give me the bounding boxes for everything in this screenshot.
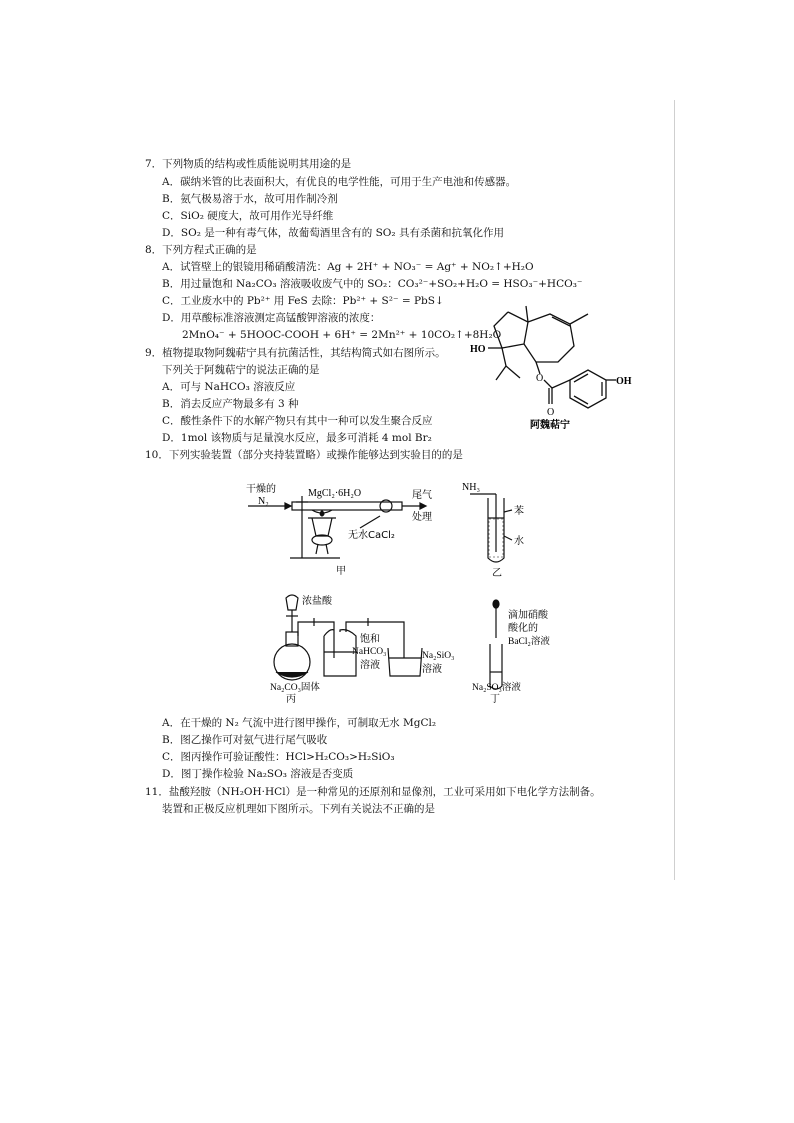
q11-stem-2: 装置和正极反应机理如下图所示。下列有关说法不正确的是 bbox=[162, 803, 435, 815]
yi-nh3-label: NH₃ bbox=[462, 482, 480, 493]
apparatus-jia bbox=[240, 478, 440, 578]
bing-hcl-label: 浓盐酸 bbox=[302, 596, 332, 607]
q9-option-c: C．酸性条件下的水解产物只有其中一种可以发生聚合反应 bbox=[162, 415, 433, 427]
jia-tail-label: 尾气 bbox=[412, 490, 432, 501]
bing-sol2-label: 溶液 bbox=[422, 664, 442, 675]
q7-option-d: D．SO₂ 是一种有毒气体，故葡萄酒里含有的 SO₂ 具有杀菌和抗氧化作用 bbox=[162, 227, 504, 239]
q9-stem: 9．植物提取物阿魏萜宁具有抗菌活性，其结构简式如右图所示。 bbox=[145, 347, 446, 359]
ding-add-label-2: 酸化的 bbox=[508, 623, 538, 634]
jia-n2-formula: N₂ bbox=[258, 496, 269, 507]
structure-o-label: O bbox=[536, 373, 544, 384]
q7-stem: 7．下列物质的结构或性质能说明其用途的是 bbox=[145, 158, 352, 170]
q7-option-c: C．SiO₂ 硬度大，故可用作光导纤维 bbox=[162, 210, 334, 222]
bing-sat-label: 饱和 bbox=[360, 634, 380, 645]
q9-option-b: B．消去反应产物最多有 3 种 bbox=[162, 398, 299, 410]
q10-option-b: B．图乙操作可对氨气进行尾气吸收 bbox=[162, 734, 328, 746]
bing-caption: 丙 bbox=[286, 694, 296, 705]
q8-option-b: B．用过量饱和 Na₂CO₃ 溶液吸收废气中的 SO₂：CO₃²⁻+SO₂+H₂O = HSO₃⁻+HCO₃⁻ bbox=[162, 278, 583, 290]
q10-option-c: C．图丙操作可验证酸性：HCl>H₂CO₃>H₂SiO₃ bbox=[162, 751, 395, 763]
q10-stem: 10．下列实验装置（部分夹持装置略）或操作能够达到实验目的的是 bbox=[145, 449, 463, 461]
q9-stem-2: 下列关于阿魏萜宁的说法正确的是 bbox=[162, 364, 320, 376]
bing-sol-label: 溶液 bbox=[360, 660, 380, 671]
jia-caption: 甲 bbox=[336, 566, 346, 577]
q8-option-d: D．用草酸标准溶液测定高锰酸钾溶液的浓度： bbox=[162, 312, 381, 324]
q8-option-a: A．试管壁上的银镜用稀硝酸清洗：Ag + 2H⁺ + NO₃⁻ = Ag⁺ + NO₂↑+H₂O bbox=[162, 261, 534, 273]
bing-na2co3-label: Na₂CO₃固体 bbox=[270, 683, 320, 693]
structure-oh-label: OH bbox=[616, 376, 632, 387]
yi-caption: 乙 bbox=[492, 568, 502, 579]
structure-carbonyl-o-label: O bbox=[547, 407, 555, 418]
ding-add-label-3: BaCl₂溶液 bbox=[508, 637, 550, 647]
q7-option-a: A．碳纳米管的比表面积大，有优良的电学性能，可用于生产电池和传感器。 bbox=[162, 176, 517, 188]
q8-option-c: C．工业废水中的 Pb²⁺ 用 FeS 去除：Pb²⁺ + S²⁻ = PbS↓ bbox=[162, 295, 444, 307]
q9-option-d: D．1mol 该物质与足量溴水反应，最多可消耗 4 mol Br₂ bbox=[162, 432, 432, 444]
ferutinin-structure bbox=[470, 300, 670, 430]
jia-n2-label: 干燥的 bbox=[246, 484, 276, 495]
apparatus-bing bbox=[268, 592, 458, 705]
jia-tail-label-2: 处理 bbox=[412, 512, 432, 523]
apparatus-ding bbox=[470, 592, 590, 705]
bing-nahco3-label: NaHCO₃ bbox=[352, 647, 387, 657]
bing-na2sio3-label: Na₂SiO₃ bbox=[422, 651, 455, 661]
q7-option-b: B．氨气极易溶于水，故可用作制冷剂 bbox=[162, 193, 338, 205]
structure-ho-label: HO bbox=[470, 344, 486, 355]
yi-benzene-label: 苯 bbox=[514, 506, 524, 517]
structure-name: 阿魏萜宁 bbox=[530, 420, 570, 431]
ding-na2so3-label: Na₂SO₃溶液 bbox=[472, 683, 521, 693]
apparatus-yi bbox=[460, 478, 540, 578]
q10-option-d: D．图丁操作检验 Na₂SO₃ 溶液是否变质 bbox=[162, 768, 354, 780]
q10-option-a: A．在干燥的 N₂ 气流中进行图甲操作，可制取无水 MgCl₂ bbox=[162, 717, 437, 729]
page-margin-rule bbox=[674, 100, 675, 880]
q9-option-a: A．可与 NaHCO₃ 溶液反应 bbox=[162, 381, 296, 393]
yi-water-label: 水 bbox=[514, 536, 524, 547]
jia-cacl2-label: 无水CaCl₂ bbox=[348, 530, 395, 541]
jia-salt-label: MgCl₂·6H₂O bbox=[308, 488, 362, 499]
q11-stem: 11．盐酸羟胺（NH₂OH·HCl）是一种常见的还原剂和显像剂，工业可采用如下电化学方法制备。 bbox=[145, 786, 601, 798]
ding-caption: 丁 bbox=[490, 694, 500, 705]
ding-add-label-1: 滴加硝酸 bbox=[508, 610, 548, 621]
q8-option-d-equation: 2MnO₄⁻ + 5HOOC-COOH + 6H⁺ = 2Mn²⁺ + 10CO₂↑+8H₂O bbox=[182, 329, 502, 341]
q8-stem: 8．下列方程式正确的是 bbox=[145, 244, 257, 256]
